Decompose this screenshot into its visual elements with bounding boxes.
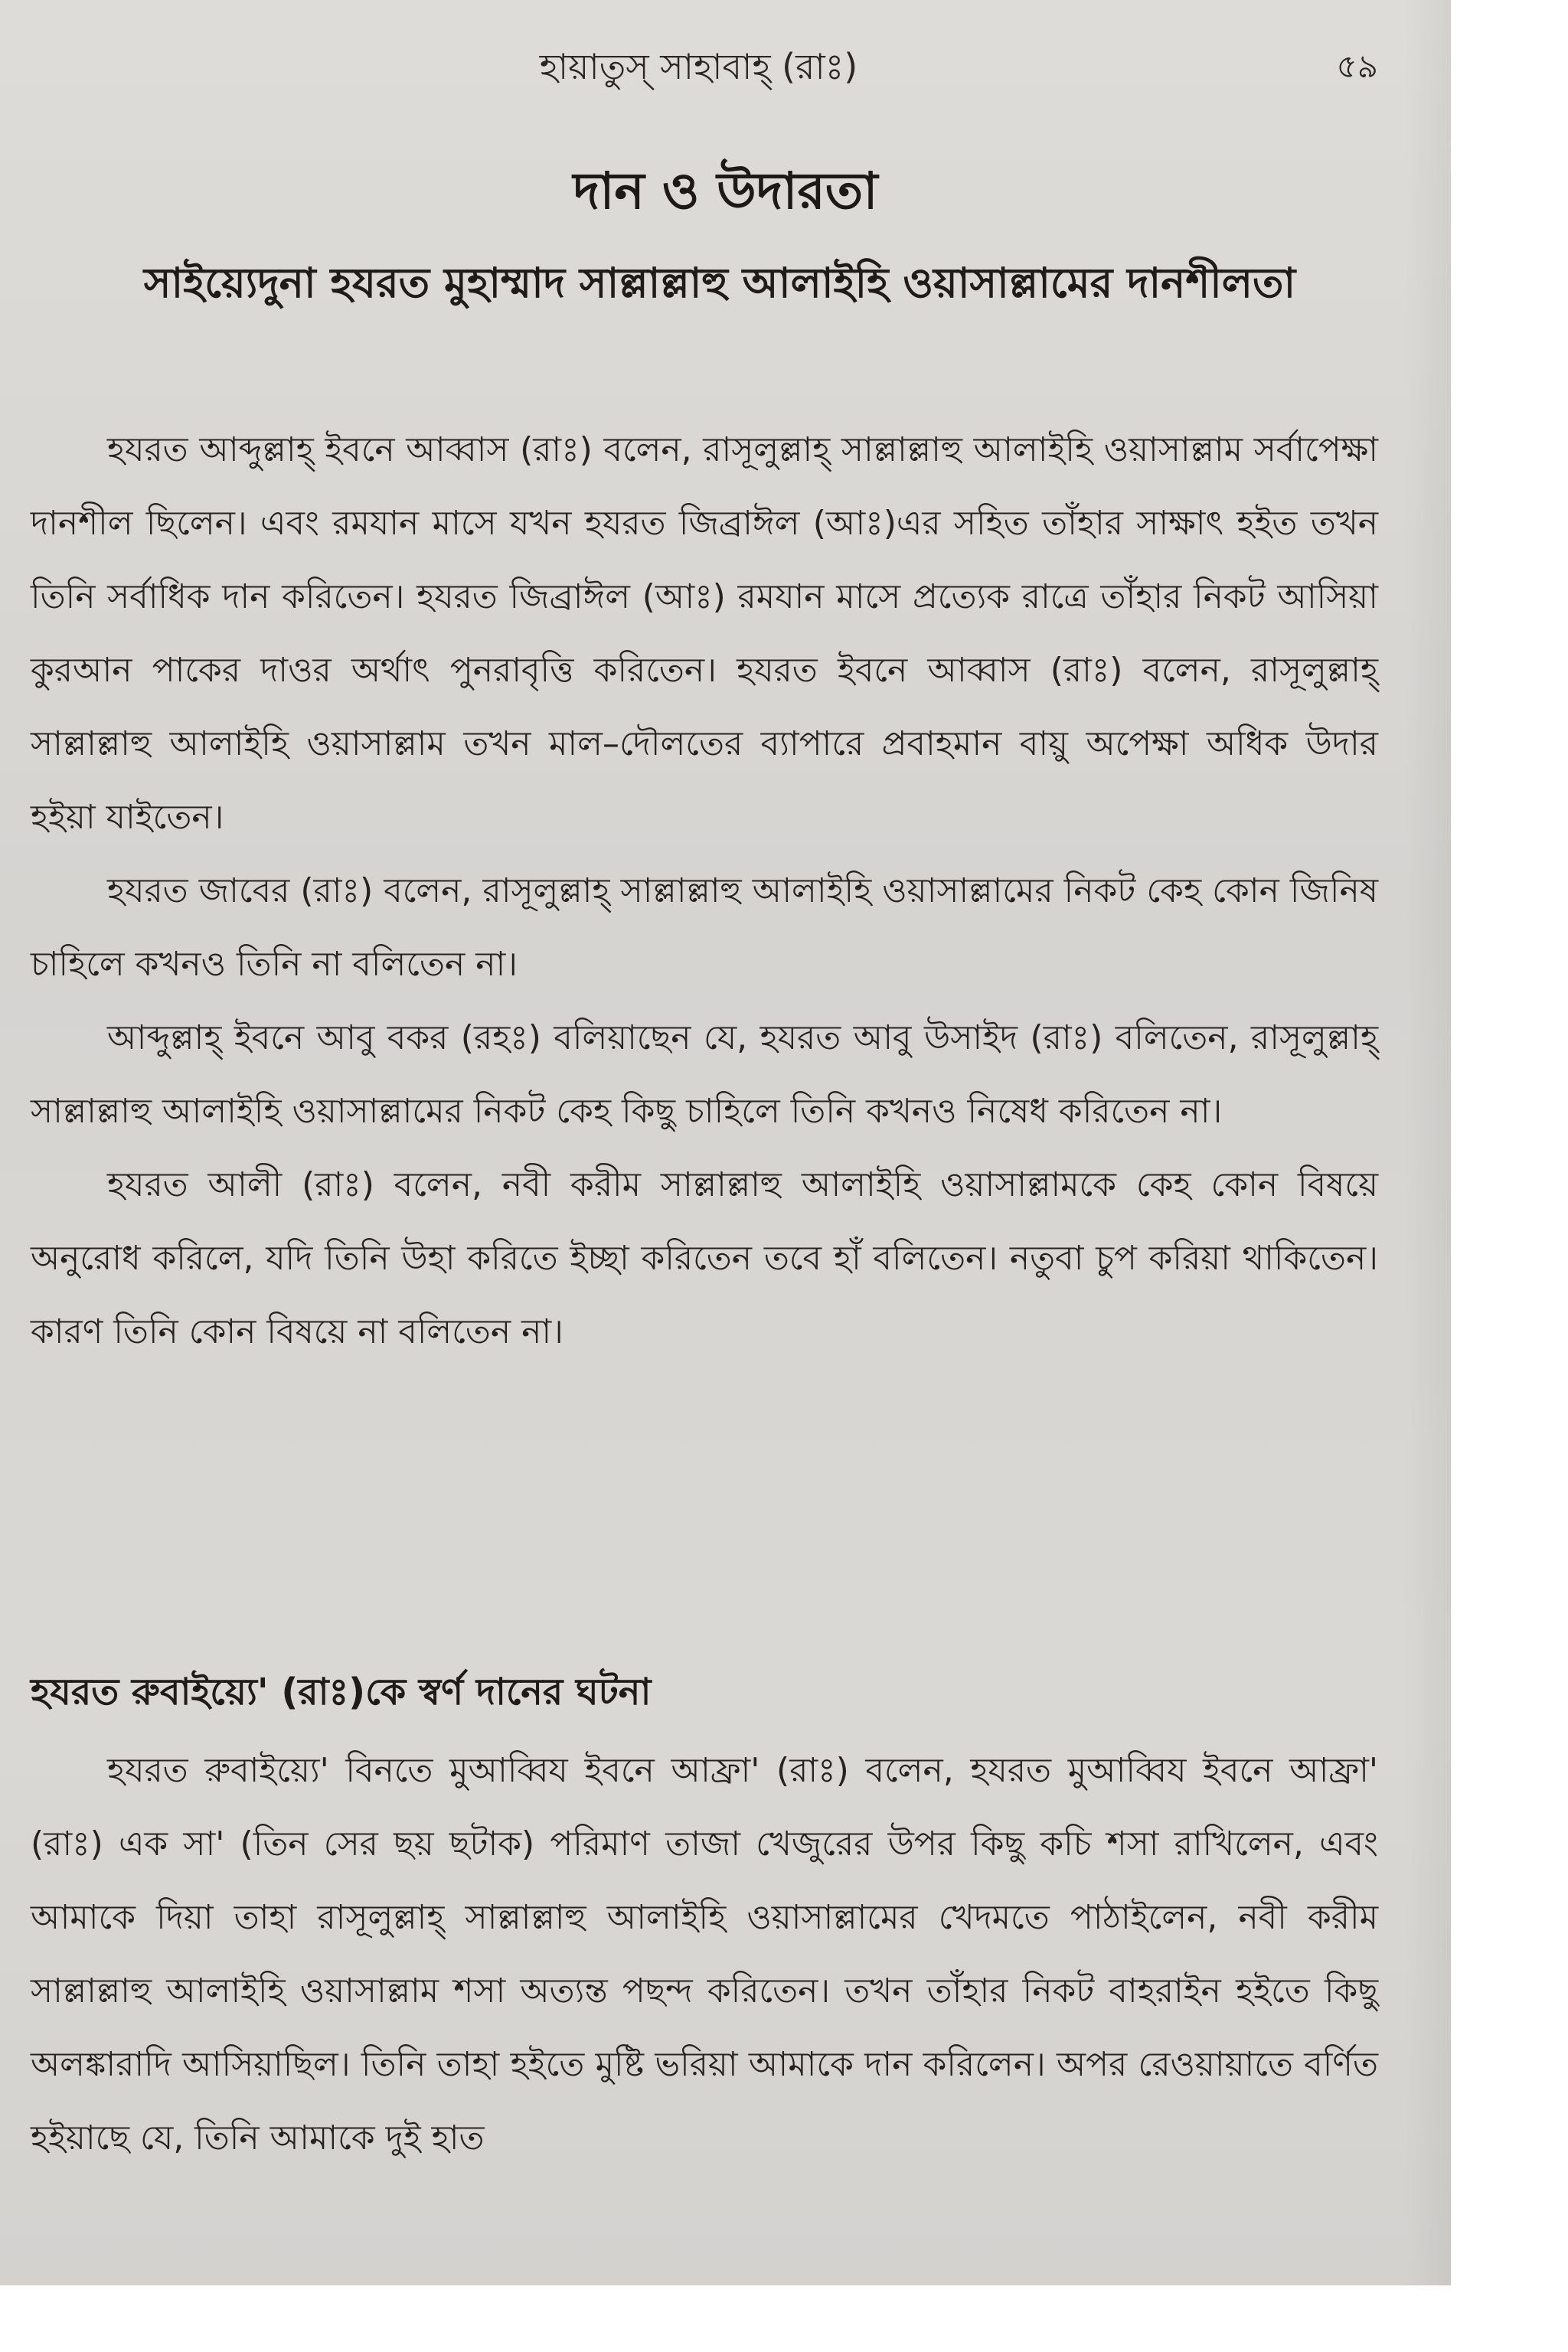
section-heading: সাইয়্যেদুনা হযরত মুহাম্মাদ সাল্লাল্লাহু আলাইহি ওয়াসাল্লামের দানশীলতা <box>143 259 1296 307</box>
chapter-title: দান ও উদারতা <box>573 162 878 220</box>
running-header <box>0 40 1451 93</box>
running-title: হায়াতুস্ সাহাবাহ্ (রাঃ) <box>539 46 858 87</box>
paragraph: হযরত রুবাইয়্যে' বিনতে মুআব্বিয ইবনে আফ্রা' (রাঃ) বলেন, হযরত মুআব্বিয ইবনে আফ্রা' (রাঃ) এক সা' (তিন সের ছয় ছটাক) পরিমাণ তাজা খেজুরের উপর কিছু কচি শসা রাখিলেন, এবং আমাকে দিয়া তাহা রাসূলুল্লাহ্ সাল্লাল্লাহু আলাইহি ওয়াসাল্লামের খেদমতে পাঠাইলেন, নবী করীম সাল্লাল্লাহু আলাইহি ওয়াসাল্লাম শসা অত্যন্ত পছন্দ করিতেন। তখন তাঁহার নিকট বাহরাইন হইতে কিছু অলঙ্কারাদি আসিয়াছিল। তিনি তাহা হইতে মুষ্টি ভরিয়া আমাকে দান করিলেন। অপর রেওয়ায়াতে বর্ণিত হইয়াছে যে, তিনি আমাকে দুই হাত <box>31 1751 1378 2158</box>
section-body <box>31 413 1378 1369</box>
paragraph: হযরত জাবের (রাঃ) বলেন, রাসূলুল্লাহ্ সাল্লাল্লাহু আলাইহি ওয়াসাল্লামের নিকট কেহ কোন জিনিষ চাহিলে কখনও তিনি না বলিতেন না। <box>31 871 1378 984</box>
subsection-body <box>31 1734 1378 2175</box>
paragraph: হযরত আব্দুল্লাহ্ ইবনে আব্বাস (রাঃ) বলেন, রাসূলুল্লাহ্ সাল্লাল্লাহু আলাইহি ওয়াসাল্লাম সর্বাপেক্ষা দানশীল ছিলেন। এবং রমযান মাসে যখন হযরত জিব্রাঈল (আঃ)এর সহিত তাঁহার সাক্ষাৎ হইত তখন তিনি সর্বাধিক দান করিতেন। হযরত জিব্রাঈল (আঃ) রমযান মাসে প্রত্যেক রাত্রে তাঁহার নিকট আসিয়া কুরআন পাকের দাওর অর্থাৎ পুনরাবৃত্তি করিতেন। হযরত ইবনে আব্বাস (রাঃ) বলেন, রাসূলুল্লাহ্ সাল্লাল্লাহু আলাইহি ওয়াসাল্লাম তখন মাল–দৌলতের ব্যাপারে প্রবাহমান বায়ু অপেক্ষা অধিক উদার হইয়া যাইতেন। <box>31 430 1378 837</box>
paragraph: আব্দুল্লাহ্ ইবনে আবু বকর (রহঃ) বলিয়াছেন যে, হযরত আবু উসাইদ (রাঃ) বলিতেন, রাসূলুল্লাহ্ সাল্লাল্লাহু আলাইহি ওয়াসাল্লামের নিকট কেহ কিছু চাহিলে তিনি কখনও নিষেধ করিতেন না। <box>31 1018 1378 1131</box>
subsection-heading: হযরত রুবাইয়্যে' (রাঃ)কে স্বর্ণ দানের ঘটনা <box>31 1671 652 1713</box>
page-number: ৫৯ <box>1336 47 1378 85</box>
paragraph: হযরত আলী (রাঃ) বলেন, নবী করীম সাল্লাল্লাহু আলাইহি ওয়াসাল্লামকে কেহ কোন বিষয়ে অনুরোধ করিলে, যদি তিনি উহা করিতে ইচ্ছা করিতেন তবে হাঁ বলিতেন। নতুবা চুপ করিয়া থাকিতেন। কারণ তিনি কোন বিষয়ে না বলিতেন না। <box>31 1165 1378 1351</box>
